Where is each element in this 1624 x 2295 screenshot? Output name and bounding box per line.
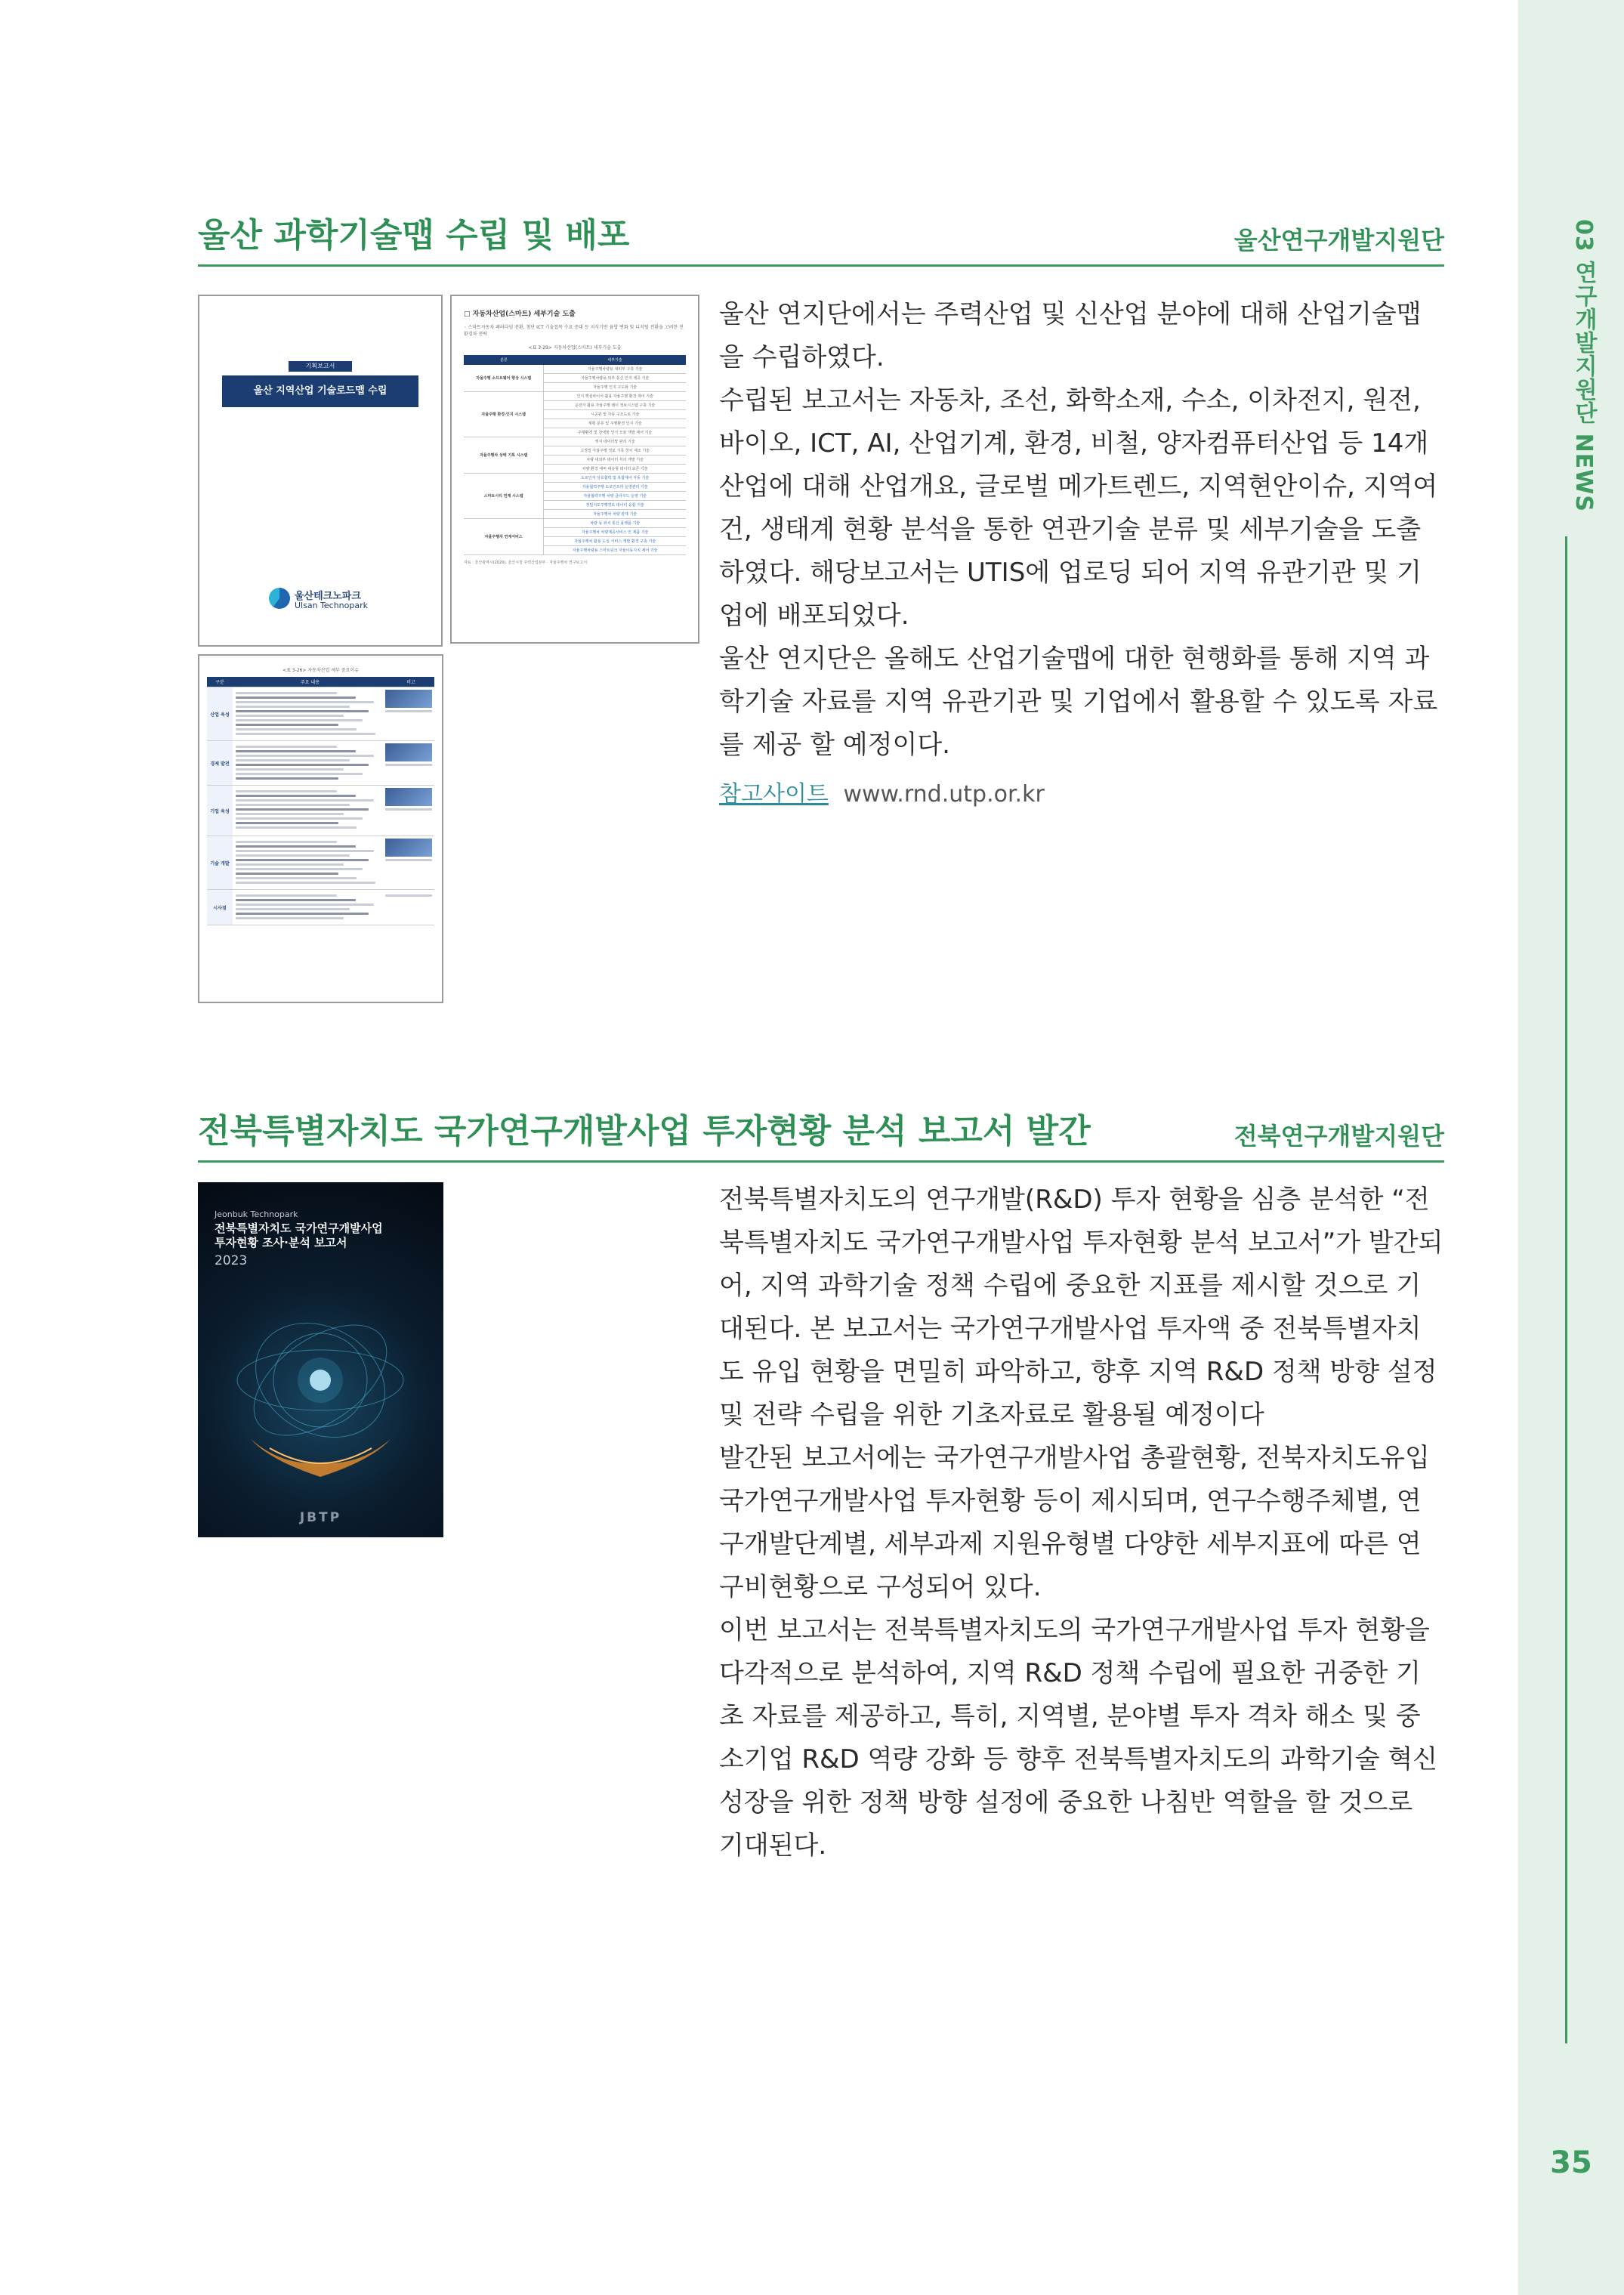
reference-link[interactable]: www.rnd.utp.or.kr	[843, 781, 1045, 808]
section2-rule	[198, 1160, 1444, 1163]
table-cell: 시공관 및 자동 구조도로 기술	[544, 410, 686, 419]
logo-mark-icon	[269, 588, 290, 609]
thumbnail-image	[385, 788, 432, 806]
paragraph: 이번 보고서는 전북특별자치도의 국가연구개발사업 투자 현황을 다각적으로 분석하여, 지역 R&D 정책 수립에 필요한 귀중한 기초 자료를 제공하고, 특히, 지역별, 분야별 투자 격차 해소 및 중소기업 R&D 역량 강화 등 향후 전북특별자치도의 과학기술 혁신 성장을 위한 정책 방향 설정에 중요한 나침반 역할을 할 것으로 기대된다.	[719, 1615, 1438, 1861]
section1-title: 울산 과학기술맵 수립 및 배포	[198, 216, 630, 255]
table-cell	[383, 741, 434, 785]
cover-tag: 기획보고서	[289, 361, 352, 372]
table-cell: 차량 환경 대비 대응형 데이터 보존 기술	[544, 465, 686, 474]
table-cell: 도로인지 상호협력 및 복합제어 자동 기술	[544, 474, 686, 483]
table-cell	[383, 836, 434, 889]
cover-title	[215, 1222, 383, 1250]
report-page-issues	[198, 654, 443, 1003]
doc-caption: <표 3-29> 자동차산업(스마트) 세부기술 도출	[528, 345, 622, 351]
table-group-cell: 자율주행 환경·인지 시스템	[464, 392, 544, 437]
table-header: 비고	[406, 680, 415, 685]
table-header: 구분	[215, 680, 224, 685]
section1-rule	[198, 264, 1444, 267]
paragraph: 울산 연지단에서는 주력산업 및 신산업 분야에 대해 산업기술맵을 수립하였다.	[719, 299, 1422, 372]
table-cell: 자율주행차 활용 도심 서비스 개발 환경 구축 기술	[544, 537, 686, 546]
table-cell	[233, 890, 383, 925]
table-cell: 자율주행차량용 외부 통신 인지 제공 기술	[544, 374, 686, 383]
thumbnail-image	[385, 743, 432, 761]
table-group-cell: 산업 육성	[207, 687, 233, 740]
table-cell: 주행환경 및 장애물 인식 모듈 개발 제어 기술	[544, 428, 686, 437]
logo-text-ko: 울산테크노파크	[295, 591, 361, 602]
table-cell	[233, 836, 383, 889]
table-cell	[383, 786, 434, 836]
table-row	[464, 437, 686, 446]
tech-table	[464, 355, 686, 555]
cover-brand: JBTP	[299, 1510, 342, 1525]
cover-title-line: 투자현황 조사·분석 보고서	[215, 1236, 347, 1249]
thumbnail-image	[385, 690, 432, 708]
paragraph: 발간된 보고서에는 국가연구개발사업 총괄현황, 전북자치도유입 국가연구개발사업 투자현황 등이 제시되며, 연구수행주체별, 연구개발단계별, 세부과제 지원유형별 다양한 세부지표에 따른 연구비현황으로 구성되어 있다.	[719, 1443, 1430, 1602]
table-cell	[383, 687, 434, 740]
table-group-cell: 자율주행차 상태 기록 시스템	[464, 437, 544, 474]
table-cell: 계획 분류 및 주행환경 인지 기술	[544, 419, 686, 428]
table-group-cell: 기업 육성	[207, 786, 233, 836]
doc-heading: □ 자동차산업(스마트) 세부기술 도출	[464, 310, 576, 318]
table-cell	[233, 786, 383, 836]
table-header: 세부기술	[544, 355, 686, 365]
section2-body	[719, 1178, 1444, 1867]
table-cell	[383, 890, 434, 925]
table-cell: 운전자 활용 자율주행 레이 정보시스템 구축 기술	[544, 401, 686, 410]
section1-body	[719, 293, 1444, 816]
table-cell: 자율주행차 차량제공서비스 인 제품 기술	[544, 528, 686, 537]
table-cell	[233, 687, 383, 740]
table-row	[207, 741, 434, 786]
table-row	[464, 365, 686, 374]
cover-org: Jeonbuk Technopark	[215, 1209, 298, 1219]
table-row	[464, 519, 686, 528]
report-cover-jeonbuk	[198, 1182, 443, 1537]
table-cell: 인지 핵심파이어 활용 자율주행 환경 제어 기술	[544, 392, 686, 401]
ulsan-technopark-logo	[269, 585, 390, 615]
section-header-vertical: 03 연구개발지원단 NEWS	[1570, 219, 1597, 512]
table-cell: 자율협력주행 도로인프라 운영관리 기술	[544, 483, 686, 492]
table-group-cell: 자율주행차 연계서비스	[464, 519, 544, 555]
table-row	[207, 890, 434, 925]
reference-line	[719, 773, 1444, 816]
paragraph: 울산 연지단은 올해도 산업기술맵에 대한 현행화를 통해 지역 과학기술 자료를 지역 유관기관 및 기업에서 활용할 수 있도록 자료를 제공 할 예정이다.	[719, 644, 1438, 760]
table-header: 분류	[464, 355, 544, 365]
table-cell: 정밀지도주행경로 데이터 융합 기술	[544, 501, 686, 510]
table-cell: 차량 내외부 데이터 처리 개발 기술	[544, 456, 686, 465]
page-number: 35	[1550, 2145, 1592, 2180]
cover-title-line: 전북특별자치도 국가연구개발사업	[215, 1222, 383, 1235]
section2-org: 전북연구개발지원단	[1233, 1122, 1444, 1151]
table-header: 주요 내용	[300, 680, 320, 685]
issues-header	[207, 678, 434, 687]
table-cell: 자율주행 인지 고도화 기술	[544, 383, 686, 392]
table-cell: 자율주행차량용 내외부 구축 기술	[544, 365, 686, 374]
table-cell: 고정밀 자율주행 정보 기록 장치 제조 기술	[544, 446, 686, 456]
issues-table	[207, 677, 434, 925]
side-divider	[1565, 536, 1567, 2043]
cover-year: 2023	[215, 1253, 248, 1268]
report-cover-ulsan	[198, 295, 443, 647]
table-cell	[233, 741, 383, 785]
table-group-cell: 경제 발전	[207, 741, 233, 785]
paragraph: 전북특별자치도의 연구개발(R&D) 투자 현황을 심층 분석한 “전북특별자치도 국가연구개발사업 투자현황 분석 보고서”가 발간되어, 지역 과학기술 정책 수립에 중요한 지표를 제시할 것으로 기대된다. 본 보고서는 국가연구개발사업 투자액 중 전북특별자치도 유입 현황을 면밀히 파악하고, 향후 지역 R&D 정책 방향 설정 및 전략 수립을 위한 기초자료로 활용될 예정이다	[719, 1185, 1443, 1430]
doc-intro: ◦ 스마트자동차 패러다임 전환, 첨단 ICT 기술접목 수요 증대 등 지식기반 융합 변화 및 디지털 전환을 고려한 친환경차 전략	[464, 325, 684, 337]
table-cell: 자율주행차량용 스마트워크 자율이동지치 제어 기술	[544, 546, 686, 555]
table-row	[464, 392, 686, 401]
doc-note: 자료 : 울산광역시(2020), 울산시청 주력산업본부 · 자율주행차 연구보고서	[464, 561, 588, 565]
section1-org: 울산연구개발지원단	[1233, 226, 1444, 255]
table-cell: 자율협력주행 차량 클라우드 운영 기술	[544, 492, 686, 501]
table-cell: 차량 동 위치 통신 플랫폼 기술	[544, 519, 686, 528]
table-row	[207, 786, 434, 836]
cover-title: 울산 지역산업 기술로드맵 수립	[222, 375, 418, 407]
table-group-cell: 자율주행 소프트웨어 향상 시스템	[464, 365, 544, 392]
table-row	[207, 687, 434, 741]
table-group-cell: 기술 개발	[207, 836, 233, 889]
table-group-cell: 시사점	[207, 890, 233, 925]
table-cell: 자율주행차 차량 관제 기술	[544, 510, 686, 519]
table-row	[207, 836, 434, 890]
table-row	[464, 474, 686, 483]
reference-label: 참고사이트	[719, 781, 829, 808]
table-group-cell: 스마트시티 연계 시스템	[464, 474, 544, 519]
thumbnail-image	[385, 839, 432, 857]
doc-caption: <표 3-26> 자동차산업 세부 중요이슈	[283, 668, 359, 673]
paragraph: 수립된 보고서는 자동차, 조선, 화학소재, 수소, 이차전지, 원전, 바이오, ICT, AI, 산업기계, 환경, 비철, 양자컴퓨터산업 등 14개 산업에 대해 산업개요, 글로벌 메가트렌드, 지역현안이슈, 지역여건, 생태계 현황 분석을 통한 연관기술 분류 및 세부기술을 도출하였다. 해당보고서는 UTIS에 업로딩 되어 지역 유관기관 및 기업에 배포되었다.	[719, 385, 1438, 631]
section2-title: 전북특별자치도 국가연구개발사업 투자현황 분석 보고서 발간	[198, 1112, 1091, 1151]
logo-text-en: Ulsan Technopark	[295, 601, 369, 610]
report-page-table	[450, 295, 699, 644]
table-cell: 엣지 데이터망 관리 기술	[544, 437, 686, 446]
